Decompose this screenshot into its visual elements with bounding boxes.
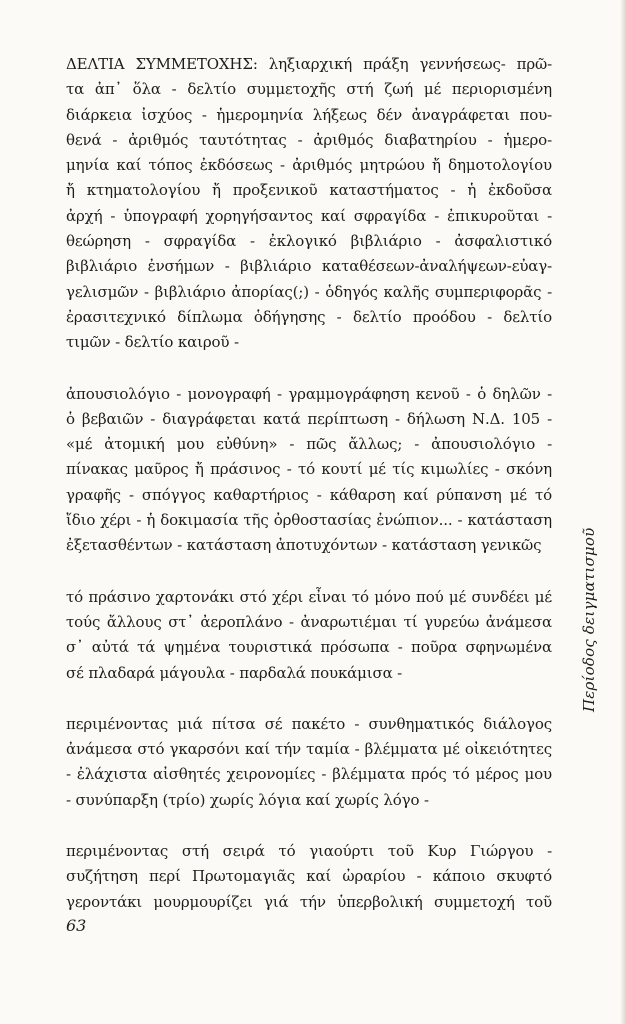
text-line: περιμένοντας μιά πίτσα σέ πακέτο - συνθηματικός διάλογος — [66, 714, 552, 733]
text-line: - ἐλάχιστα αἰσθητές χειρονομίες - βλέμματα πρός τό μέρος μου — [66, 765, 552, 784]
text-line: ἀνάμεσα στό γκαρσόνι καί τήν ταμία - βλέμματα μέ οἰκειότητες — [66, 740, 552, 759]
text-line: θενά - ἀριθμός ταυτότητας - ἀριθμός διαβατηρίου - ἡμερο- — [66, 130, 552, 149]
text-line: γραφῆς - σπόγγος καθαρτήριος - κάθαρση καί ρύπανση μέ τό — [66, 485, 552, 504]
text-line: ἐξετασθέντων - κατάσταση ἀποτυχόντων - κατάσταση γενικῶς — [66, 536, 542, 555]
page-edge-shadow — [620, 0, 626, 1024]
text-line: ἴδιο χέρι - ἡ δοκιμασία τῆς ὀρθοστασίας ἐνώπιον... - κατάσταση — [66, 511, 552, 530]
text-line: ἀπουσιολόγιο - μονογραφή - γραμμογράφηση κενοῦ - ὁ δηλῶν - — [66, 384, 552, 403]
text-line: ἤ κτηματολογίου ἤ προξενικοῦ καταστήματος - ἡ ἐκδοῦσα — [66, 181, 552, 200]
text-line: γεροντάκι μουρμουρίζει γιά τήν ὑπερβολική συμμετοχή τοῦ — [66, 892, 552, 911]
text-line: σ᾽ αὐτά τά ψημένα τουριστικά πρόσωπα - ποῦρα σφηνωμένα — [66, 638, 552, 657]
text-line: σέ πλαδαρά μάγουλα - παρδαλά πουκάμισα - — [66, 663, 403, 682]
text-line: ἐρασιτεχνικό δίπλωμα ὁδήγησης - δελτίο προόδου - δελτίο — [66, 307, 552, 326]
text-line: περιμένοντας στή σειρά τό γιαούρτι τοῦ Κυρ Γιώργου - — [66, 842, 552, 861]
text-line: τα ἀπ᾽ ὅλα - δελτίο συμμετοχῆς στή ζωή μέ περιορισμένη — [66, 80, 552, 99]
text-line: «μέ ἀτομική μου εὐθύνη» - πῶς ἄλλως; - ἀπουσιολόγιο - — [66, 435, 552, 454]
text-line: ὁ βεβαιῶν - διαγράφεται κατά περίπτωση - δήλωση Ν.Δ. 105 - — [66, 409, 552, 428]
page-number: 63 — [66, 916, 87, 935]
text-line: βιβλιάριο ἐνσήμων - βιβλιάριο καταθέσεων-ἀναλήψεων-εὐαγ- — [66, 257, 552, 276]
text-line: θεώρηση - σφραγίδα - ἐκλογικό βιβλιάριο - ἀσφαλιστικό — [66, 232, 552, 251]
text-line: τό πράσινο χαρτονάκι στό χέρι εἶναι τό μόνο πού μέ συνδέει μέ — [66, 587, 552, 606]
text-line: μηνία καί τόπος ἐκδόσεως - ἀριθμός μητρώου ἤ δημοτολογίου — [66, 156, 552, 175]
running-title: Περίοδος δειγματισμοῦ — [580, 527, 598, 712]
text-line: τιμῶν - δελτίο καιροῦ - — [66, 333, 239, 352]
paragraph-3 — [66, 585, 552, 686]
text-line: γελισμῶν - βιβλιάριο ἀπορίας(;) - ὁδηγός καλῆς συμπεριφορᾶς - — [66, 282, 552, 301]
body-text — [66, 52, 552, 915]
paragraph-2 — [66, 382, 552, 559]
text-line: πίνακας μαῦρος ἤ πράσινος - τό κουτί μέ τίς κιμωλίες - σκόνη — [66, 460, 552, 479]
text-line: - συνύπαρξη (τρίο) χωρίς λόγια καί χωρίς λόγο - — [66, 790, 429, 809]
paragraph-4 — [66, 712, 552, 813]
text-line: ἀρχή - ὑπογραφή χορηγήσαντος καί σφραγίδα - ἐπικυροῦται - — [66, 206, 552, 225]
text-line: τούς ἄλλους στ᾽ ἀεροπλάνο - ἀναρωτιέμαι τί γυρεύω ἀνάμεσα — [66, 612, 552, 631]
paragraph-5 — [66, 839, 552, 915]
text-line: διάρκεια ἰσχύος - ἡμερομηνία λήξεως δέν ἀναγράφεται που- — [66, 105, 552, 124]
paragraph-1 — [66, 52, 552, 356]
text-line: ΔΕΛΤΙΑ ΣΥΜΜΕΤΟΧΗΣ: ληξιαρχική πράξη γεννήσεως- πρῶ- — [66, 55, 552, 73]
text-line: συζήτηση περί Πρωτομαγιᾶς καί ὠραρίου - κάποιο σκυφτό — [66, 867, 552, 886]
